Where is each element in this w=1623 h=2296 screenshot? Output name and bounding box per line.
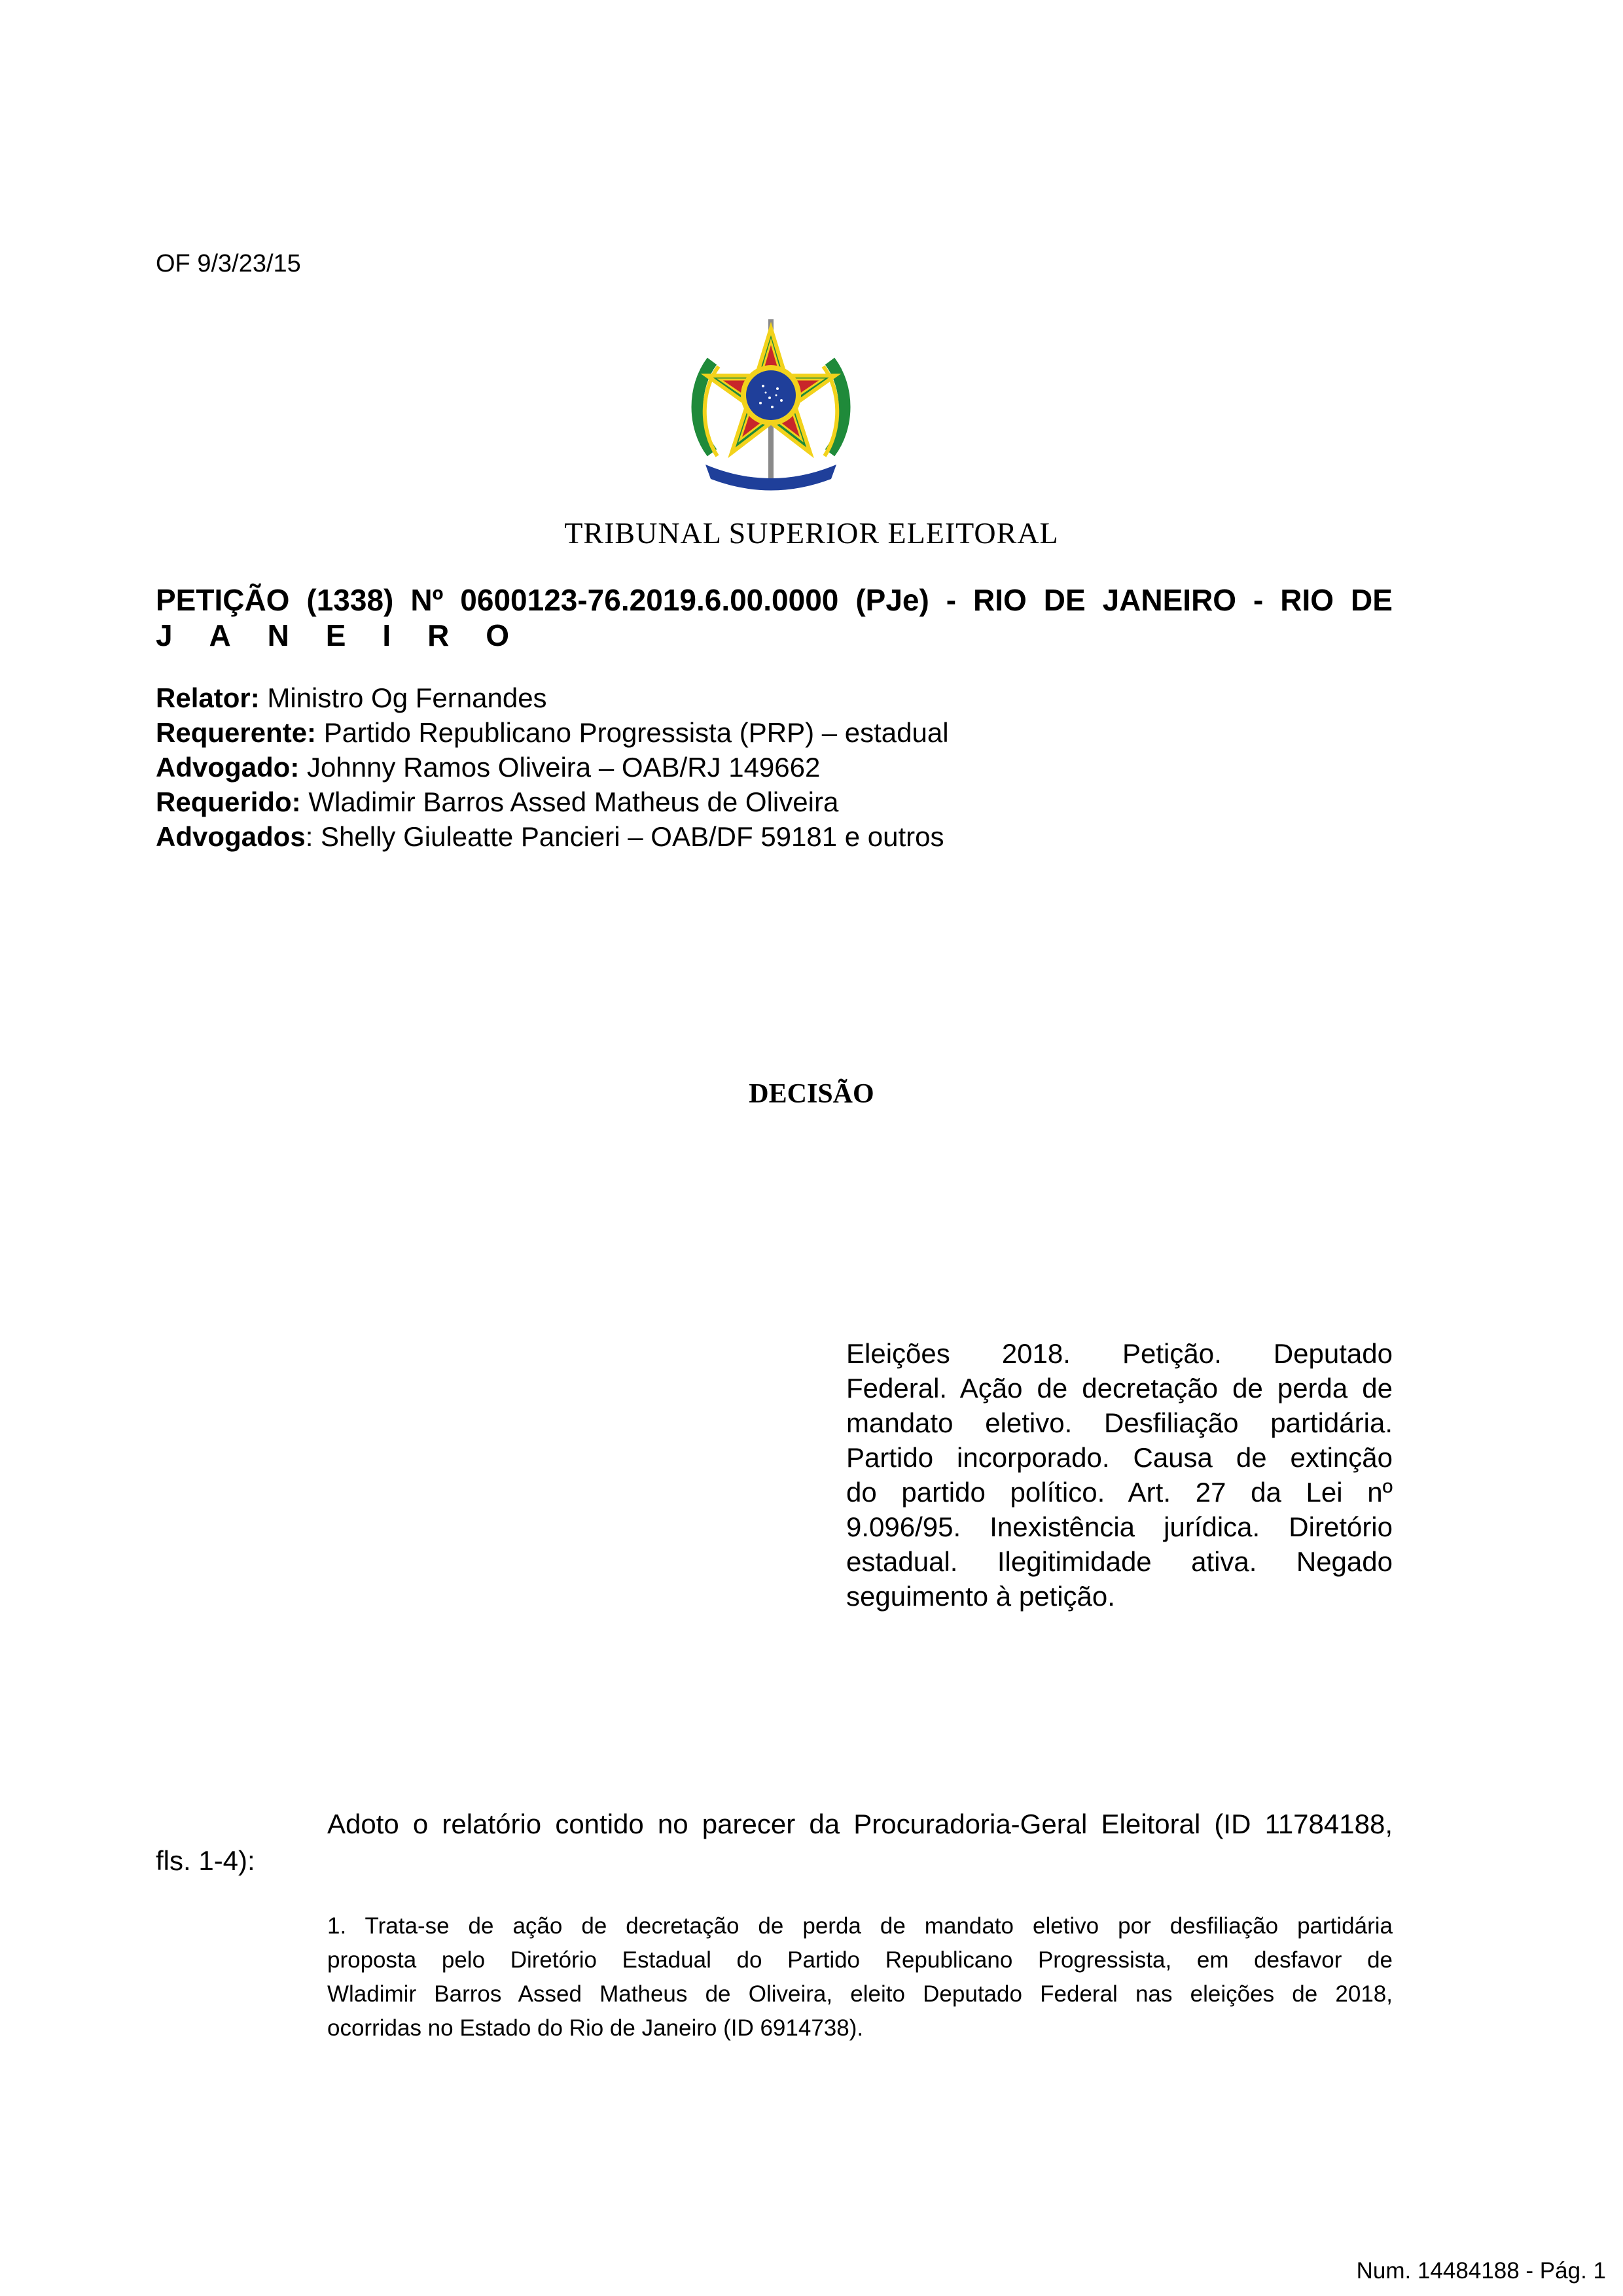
party-label: Relator: xyxy=(156,682,260,713)
summary-line: Eleições 2018. Petição. Deputado xyxy=(846,1338,1393,1369)
case-title-letter: J xyxy=(156,618,173,652)
case-title-word: RIO xyxy=(973,583,1027,617)
case-title-letter: E xyxy=(325,618,346,652)
summary-line: 9.096/95. Inexistência jurídica. Diretório xyxy=(846,1511,1393,1542)
case-title-word: (1338) xyxy=(306,583,394,617)
case-title-word: - xyxy=(946,583,957,617)
case-title-word: (PJe) xyxy=(855,583,929,617)
party-value: Ministro Og Fernandes xyxy=(259,682,547,713)
party-value: Wladimir Barros Assed Matheus de Oliveira xyxy=(300,786,839,817)
case-title-word: PETIÇÃO xyxy=(156,583,290,617)
party-advogado xyxy=(156,750,949,785)
party-value: : Shelly Giuleatte Pancieri – OAB/DF 59181 e outros xyxy=(305,821,944,852)
case-parties xyxy=(156,680,949,854)
case-title-letter: R xyxy=(427,618,450,652)
party-label: Advogado: xyxy=(156,752,300,783)
summary-line: estadual. Ilegitimidade ativa. Negado xyxy=(846,1546,1393,1577)
quote-line: proposta pelo Diretório Estadual do Partido Republicano Progressista, em desfavor de xyxy=(327,1947,1393,1973)
summary-line: Federal. Ação de decretação de perda de xyxy=(846,1373,1393,1404)
case-title-word: - xyxy=(1253,583,1264,617)
brazil-coat-of-arms-emblem xyxy=(686,315,856,492)
quote-line: Wladimir Barros Assed Matheus de Oliveira, eleito Deputado Federal nas eleições de 2018, xyxy=(327,1981,1393,2007)
party-relator xyxy=(156,680,949,715)
case-title-word: DE xyxy=(1350,583,1393,617)
intro-paragraph-line-1: Adoto o relatório contido no parecer da Procuradoria-Geral Eleitoral (ID 11784188, xyxy=(327,1809,1393,1839)
summary-line: seguimento à petição. xyxy=(846,1581,1115,1612)
case-title-letter: A xyxy=(209,618,231,652)
party-label: Requerido: xyxy=(156,786,301,817)
decision-heading: DECISÃO xyxy=(749,1079,874,1109)
party-value: Partido Republicano Progressista (PRP) – estadual xyxy=(316,717,949,748)
party-value: Johnny Ramos Oliveira – OAB/RJ 149662 xyxy=(299,752,821,783)
office-code: OF 9/3/23/15 xyxy=(156,250,301,277)
party-advogados xyxy=(156,819,949,854)
party-requerente xyxy=(156,715,949,750)
party-requerido xyxy=(156,785,949,819)
case-title-line-2 xyxy=(156,618,509,653)
case-title-word: DE xyxy=(1043,583,1086,617)
intro-paragraph-line-2: fls. 1-4): xyxy=(156,1845,255,1876)
case-title-letter: O xyxy=(486,618,509,652)
party-label: Advogados xyxy=(156,821,306,852)
summary-line: do partido político. Art. 27 da Lei nº xyxy=(846,1477,1393,1508)
case-title-word: 0600123-76.2019.6.00.0000 xyxy=(460,583,839,617)
case-title-word: JANEIRO xyxy=(1102,583,1237,617)
page-footer-reference: Num. 14484188 - Pág. 1 xyxy=(1356,2258,1606,2284)
party-label: Requerente: xyxy=(156,717,317,748)
coat-of-arms-icon xyxy=(686,315,856,492)
summary-line: mandato eletivo. Desfiliação partidária. xyxy=(846,1407,1393,1438)
case-title-letter: I xyxy=(382,618,391,652)
decision-summary xyxy=(846,1336,1393,1614)
court-name: TRIBUNAL SUPERIOR ELEITORAL xyxy=(564,516,1059,550)
quote-line: ocorridas no Estado do Rio de Janeiro (ID 6914738). xyxy=(327,2015,864,2041)
case-title-letter: N xyxy=(267,618,289,652)
case-title-line-1 xyxy=(156,582,1393,618)
quote-line: 1. Trata-se de ação de decretação de perda de mandato eletivo por desfiliação partidária xyxy=(327,1913,1393,1939)
quoted-report xyxy=(327,1909,1393,2045)
case-title-word: Nº xyxy=(410,583,444,617)
summary-line: Partido incorporado. Causa de extinção xyxy=(846,1442,1393,1473)
case-title-word: RIO xyxy=(1280,583,1334,617)
